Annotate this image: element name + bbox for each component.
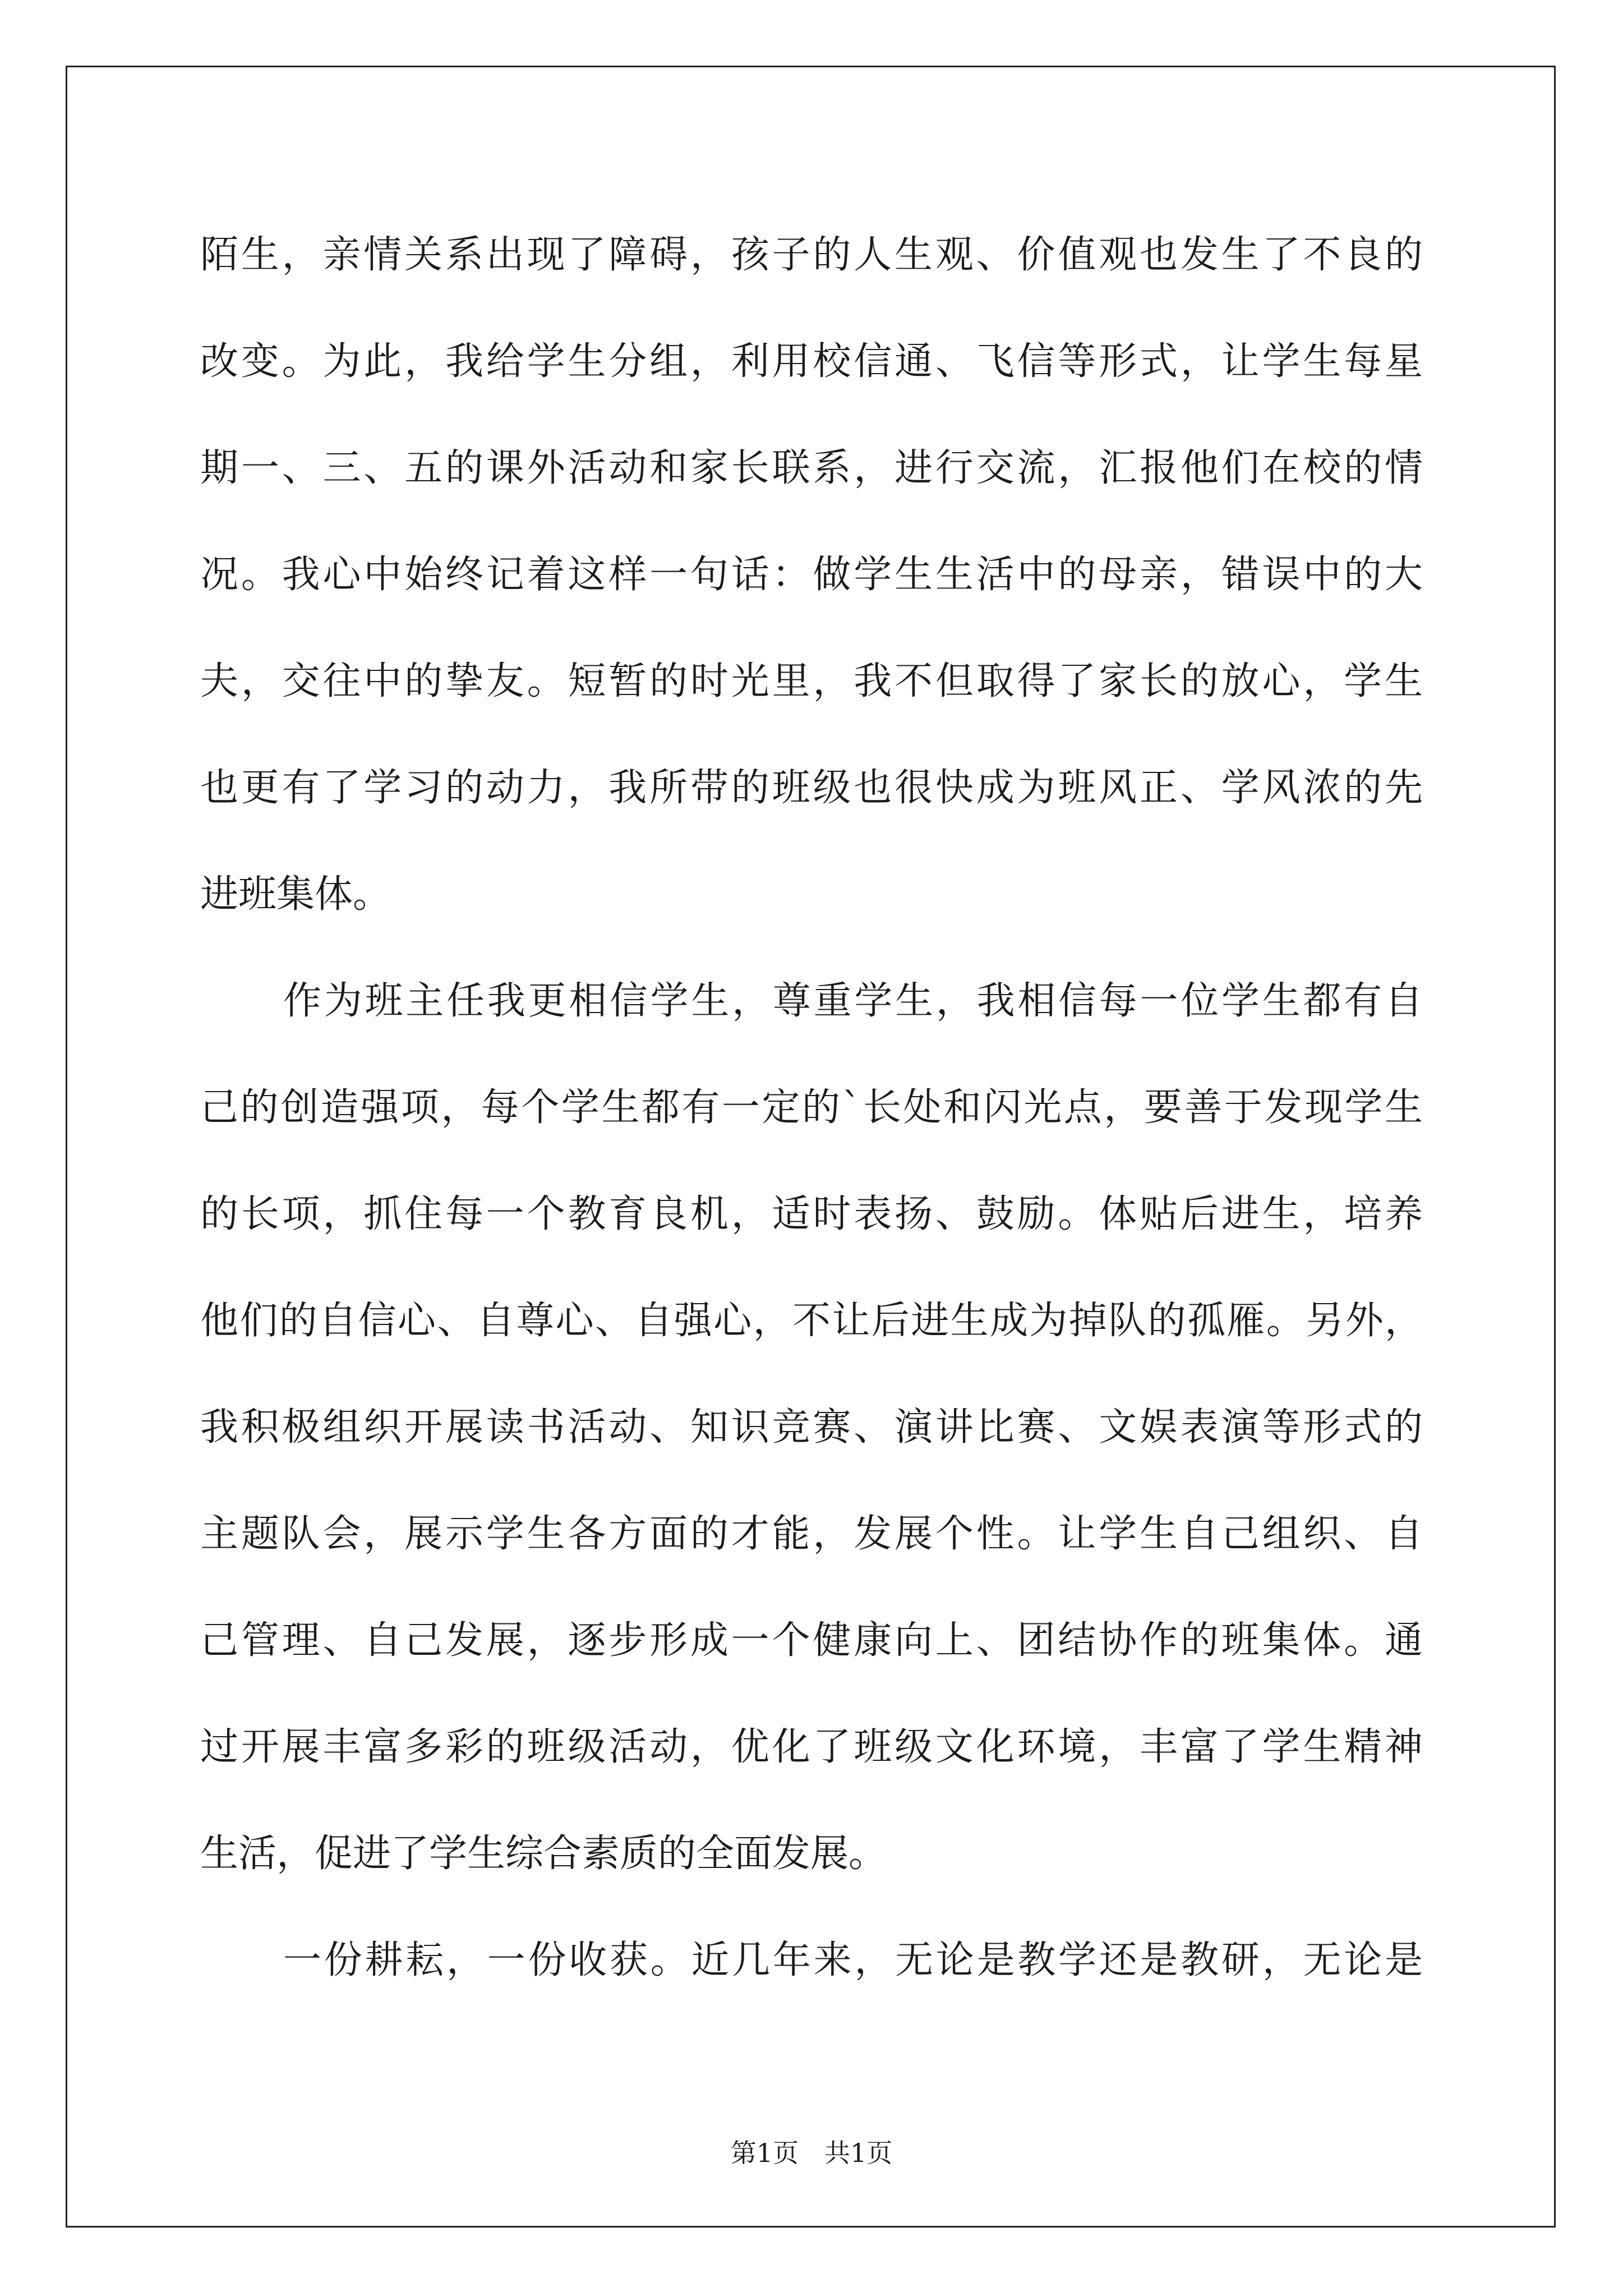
text-line: 况。我心中始终记着这样一句话：做学生生活中的母亲，错误中的大: [200, 553, 1423, 597]
text-line: 一份耕耘，一份收获。近几年来，无论是教学还是教研，无论是: [283, 1938, 1423, 1982]
paragraph-1: [200, 202, 1423, 948]
text-line: 也更有了学习的动力，我所带的班级也很快成为班风正、学风浓的先: [200, 766, 1423, 810]
text-line: 我积极组织开展读书活动、知识竞赛、演讲比赛、文娱表演等形式的: [200, 1405, 1423, 1450]
text-line: 生活，促进了学生综合素质的全面发展。: [200, 1832, 887, 1876]
text-line: 夫，交往中的挚友。短暂的时光里，我不但取得了家长的放心，学生: [200, 659, 1423, 703]
text-line: 进班集体。: [200, 872, 391, 917]
text-line: 期一、三、五的课外活动和家长联系，进行交流，汇报他们在校的情: [200, 446, 1423, 490]
text-line: 作为班主任我更相信学生，尊重学生，我相信每一位学生都有自: [283, 979, 1423, 1023]
text-line: 他们的自信心、自尊心、自强心，不让后进生成为掉队的孤雁。另外，: [200, 1299, 1423, 1343]
document-body: [200, 202, 1423, 2014]
text-line: 己管理、自己发展，逐步形成一个健康向上、团结协作的班集体。通: [200, 1618, 1423, 1663]
text-line: 主题队会，展示学生各方面的才能，发展个性。让学生自己组织、自: [200, 1512, 1423, 1556]
text-line: 己的创造强项，每个学生都有一定的`长处和闪光点，要善于发现学生: [200, 1085, 1423, 1130]
paragraph-2: [200, 948, 1423, 1907]
page-footer: 第1页 共1页: [730, 2138, 893, 2168]
paragraph-3: [200, 1907, 1423, 2014]
text-line: 陌生，亲情关系出现了障碍，孩子的人生观、价值观也发生了不良的: [200, 233, 1423, 277]
text-line: 过开展丰富多彩的班级活动，优化了班级文化环境，丰富了学生精神: [200, 1725, 1423, 1769]
text-line: 的长项，抓住每一个教育良机，适时表扬、鼓励。体贴后进生，培养: [200, 1192, 1423, 1236]
text-line: 改变。为此，我给学生分组，利用校信通、飞信等形式，让学生每星: [200, 339, 1423, 384]
